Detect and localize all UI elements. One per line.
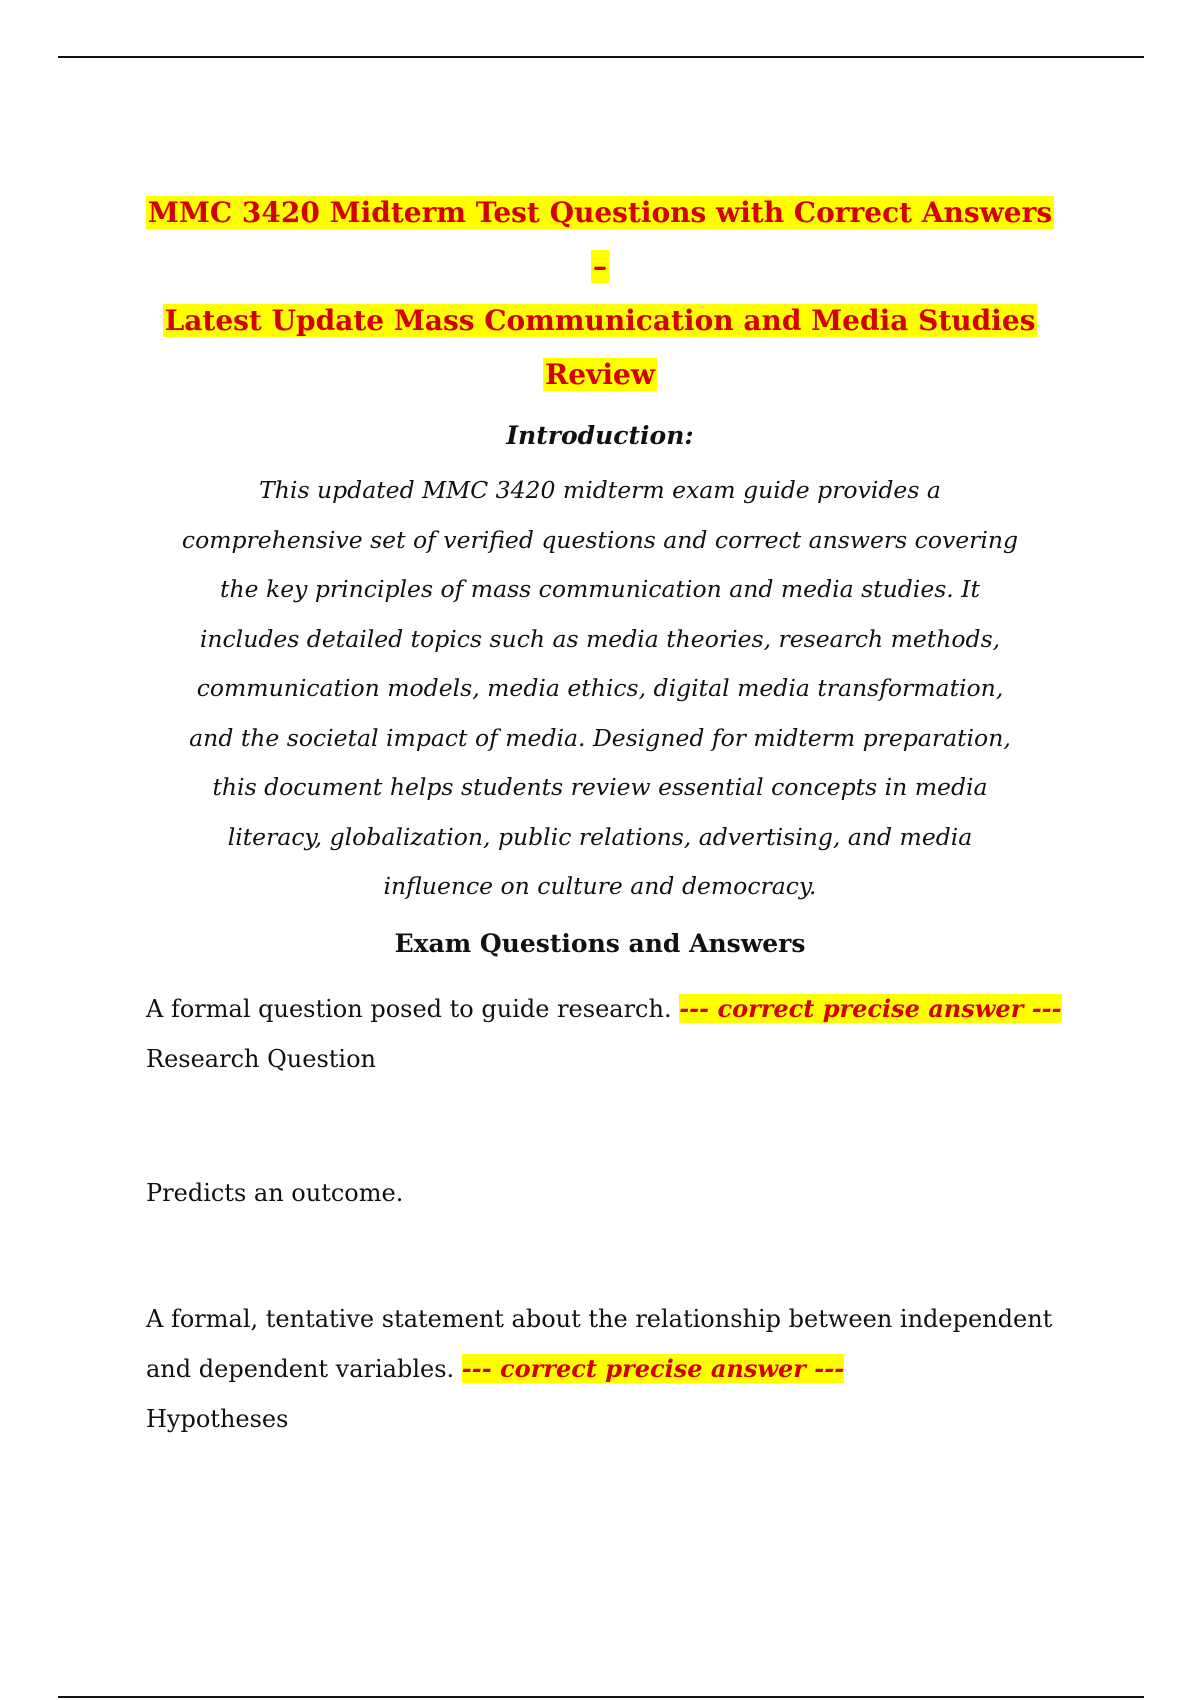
document-title bbox=[140, 186, 1060, 402]
section-heading: Exam Questions and Answers bbox=[394, 929, 806, 958]
qa-item bbox=[146, 1168, 1066, 1218]
qa-item bbox=[146, 984, 1066, 1084]
intro-line: This updated MMC 3420 midterm exam guide provides a bbox=[259, 476, 941, 504]
intro-line: the key principles of mass communication and media studies. It bbox=[220, 575, 980, 603]
intro-line: this document helps students review essential concepts in media bbox=[212, 773, 988, 801]
intro-paragraph bbox=[140, 466, 1060, 912]
header-rule bbox=[58, 56, 1144, 58]
intro-line: influence on culture and democracy. bbox=[383, 872, 817, 900]
answer-marker: --- correct precise answer --- bbox=[461, 1354, 845, 1383]
answer-text: Research Question bbox=[146, 1045, 376, 1073]
question-text: Predicts an outcome. bbox=[146, 1179, 404, 1207]
title-line-3: Review bbox=[545, 358, 655, 391]
intro-line: and the societal impact of media. Designed for midterm preparation, bbox=[189, 723, 1011, 752]
footer-rule bbox=[58, 1696, 1144, 1698]
intro-line: communication models, media ethics, digital media transformation, bbox=[196, 674, 1004, 702]
intro-heading: Introduction: bbox=[506, 421, 694, 450]
question-text: A formal question posed to guide research. bbox=[146, 995, 672, 1023]
title-line-1: MMC 3420 Midterm Test Questions with Correct Answers – bbox=[147, 196, 1053, 283]
title-line-2: Latest Update Mass Communication and Media Studies bbox=[164, 304, 1036, 337]
qa-item bbox=[146, 1294, 1066, 1444]
intro-line: includes detailed topics such as media theories, research methods, bbox=[199, 624, 1001, 653]
intro-line: literacy, globalization, public relations, advertising, and media bbox=[227, 822, 973, 851]
intro-line: comprehensive set of verified questions and correct answers covering bbox=[181, 525, 1019, 554]
answer-text: Hypotheses bbox=[146, 1405, 289, 1433]
question-text: A formal, tentative statement about the relationship between independent and dependent variables. bbox=[146, 1305, 1053, 1383]
answer-marker: --- correct precise answer --- bbox=[679, 994, 1062, 1023]
